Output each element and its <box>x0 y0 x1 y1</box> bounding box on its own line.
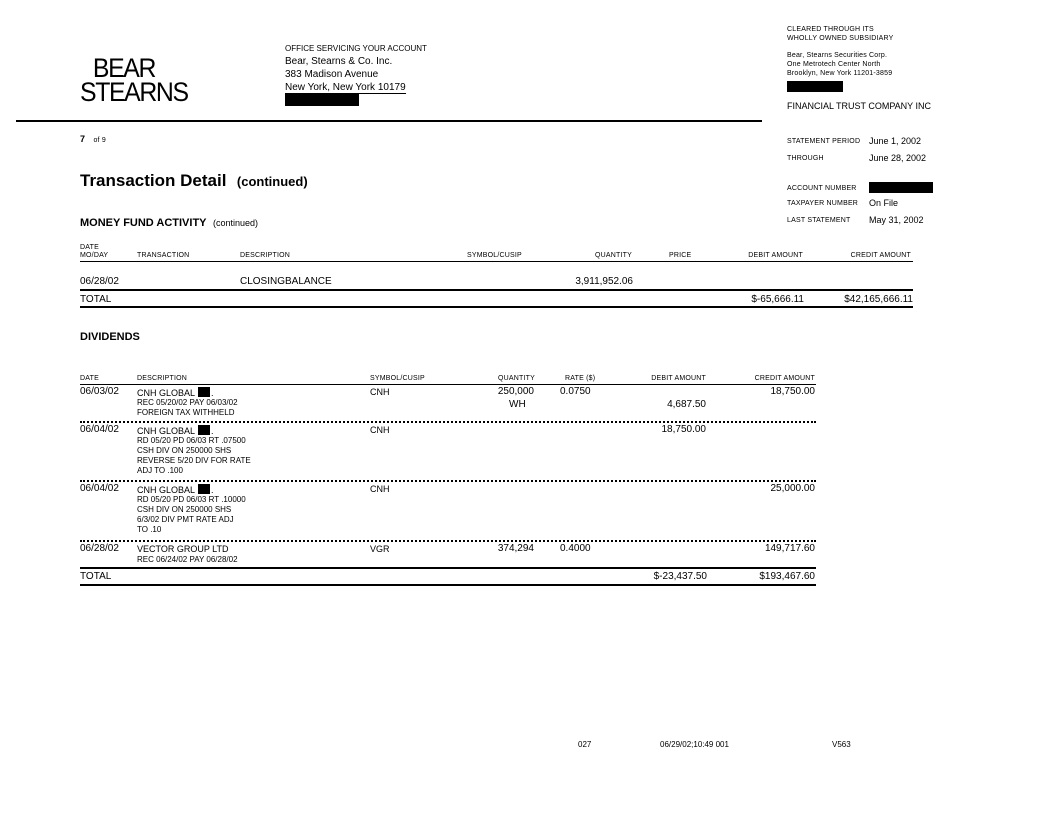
mf-total-rule <box>80 289 913 291</box>
div-row-desc-name: CNH GLOBAL <box>137 426 196 436</box>
div-row-rate: 0.4000 <box>560 543 591 554</box>
redaction-block <box>198 484 210 494</box>
footer-code1: 027 <box>578 740 592 749</box>
div-row-desc-line: CSH DIV ON 250000 SHS <box>137 446 232 455</box>
page-title <box>80 171 308 191</box>
redaction-block <box>198 425 210 435</box>
div-row-desc-suffix: . <box>211 485 214 495</box>
div-row-date: 06/04/02 <box>80 424 119 435</box>
div-row-quantity-note: WH <box>509 399 526 410</box>
div-row-credit: 18,750.00 <box>770 386 815 397</box>
redaction-block <box>869 182 933 193</box>
div-total-label: TOTAL <box>80 571 112 582</box>
period-label: STATEMENT PERIOD <box>787 138 861 145</box>
mf-header-credit: CREDIT AMOUNT <box>850 252 911 259</box>
money-fund-continued: (continued) <box>212 218 258 228</box>
office-line3: New York, New York 10179 <box>285 82 406 93</box>
div-row-desc-line: REC 06/24/02 PAY 06/28/02 <box>137 555 238 564</box>
div-row-desc <box>137 425 214 436</box>
mf-header-symbol: SYMBOL/CUSIP <box>467 252 522 259</box>
mf-header-transaction: TRANSACTION <box>137 252 190 259</box>
div-row-date: 06/04/02 <box>80 483 119 494</box>
div-row-desc-name: CNH GLOBAL <box>137 388 196 398</box>
div-row-date: 06/28/02 <box>80 543 119 554</box>
redaction-block <box>285 94 359 106</box>
mf-row-date: 06/28/02 <box>80 276 119 287</box>
div-row-date: 06/03/02 <box>80 386 119 397</box>
money-fund-heading <box>80 213 258 231</box>
dividends-heading: DIVIDENDS <box>80 331 140 343</box>
through-label: THROUGH <box>787 155 824 162</box>
footer-code3: V563 <box>832 740 851 749</box>
money-fund-title: MONEY FUND ACTIVITY <box>80 217 207 229</box>
last-statement-value: May 31, 2002 <box>869 215 924 225</box>
clearing-line5: Brooklyn, New York 11201-3859 <box>787 70 893 77</box>
row-separator <box>80 540 816 542</box>
mf-total-credit: $42,165,666.11 <box>844 294 913 305</box>
div-row-quantity: 374,294 <box>497 543 534 554</box>
div-row-symbol: CNH <box>370 387 390 397</box>
row-separator <box>80 421 816 423</box>
mf-row-description: CLOSINGBALANCE <box>240 276 332 287</box>
div-row-symbol: CNH <box>370 484 390 494</box>
clearing-line1: CLEARED THROUGH ITS <box>787 26 874 33</box>
mf-bottom-rule <box>80 306 913 308</box>
div-row-debit: 18,750.00 <box>661 424 706 435</box>
page-total: of 9 <box>93 137 106 144</box>
div-row-credit: 149,717.60 <box>764 543 815 554</box>
page-number: 7 <box>80 134 86 144</box>
div-row-symbol: CNH <box>370 425 390 435</box>
div-row-desc-suffix: . <box>211 388 214 398</box>
div-row-desc <box>137 387 214 398</box>
header-rule <box>16 120 762 122</box>
page-indicator <box>80 129 106 147</box>
div-row-desc-name: CNH GLOBAL <box>137 485 196 495</box>
through-value: June 28, 2002 <box>869 153 927 163</box>
office-line2: 383 Madison Avenue <box>285 69 379 80</box>
div-row-quantity: 250,000 <box>497 386 534 397</box>
div-row-rate: 0.0750 <box>560 386 591 397</box>
div-row-symbol: VGR <box>370 544 390 554</box>
mf-header-debit: DEBIT AMOUNT <box>748 252 803 259</box>
div-row-desc <box>137 484 214 495</box>
mf-header-rule <box>80 261 913 262</box>
row-separator <box>80 480 816 482</box>
bear-stearns-logo <box>80 53 188 107</box>
div-row-desc-line: REVERSE 5/20 DIV FOR RATE <box>137 456 251 465</box>
div-header-date: DATE <box>80 375 99 382</box>
div-row-desc-line: 6/3/02 DIV PMT RATE ADJ <box>137 515 234 524</box>
div-header-debit: DEBIT AMOUNT <box>651 375 706 382</box>
mf-header-date2: MO/DAY <box>80 252 109 259</box>
clearing-line2: WHOLLY OWNED SUBSIDIARY <box>787 35 894 42</box>
redaction-block <box>787 81 843 92</box>
logo-line2: STEARNS <box>80 77 188 107</box>
div-total-debit: $-23,437.50 <box>653 571 707 582</box>
div-header-quantity: QUANTITY <box>498 375 535 382</box>
div-row-desc-line: RD 05/20 PD 06/03 RT .07500 <box>137 436 246 445</box>
mf-row-quantity: 3,911,952.06 <box>575 276 633 287</box>
div-total-credit: $193,467.60 <box>759 571 815 582</box>
logo-line1: BEAR <box>92 53 156 83</box>
redaction-block <box>198 387 210 397</box>
taxpayer-label: TAXPAYER NUMBER <box>787 200 859 207</box>
mf-total-label: TOTAL <box>80 294 112 305</box>
office-line1: Bear, Stearns & Co. Inc. <box>285 56 393 67</box>
taxpayer-value: On File <box>869 198 899 208</box>
office-heading: OFFICE SERVICING YOUR ACCOUNT <box>285 44 427 53</box>
div-total-rule <box>80 567 816 569</box>
div-header-description: DESCRIPTION <box>137 375 188 382</box>
div-row-credit: 25,000.00 <box>770 483 815 494</box>
div-row-debit: 4,687.50 <box>667 399 706 410</box>
div-row-desc-line: CSH DIV ON 250000 SHS <box>137 505 232 514</box>
div-header-symbol: SYMBOL/CUSIP <box>370 375 425 382</box>
div-bottom-rule <box>80 584 816 586</box>
div-header-rate: RATE ($) <box>565 375 596 382</box>
title-sub: (continued) <box>236 174 308 189</box>
div-header-rule <box>80 384 816 385</box>
account-label: ACCOUNT NUMBER <box>787 185 857 192</box>
div-row-desc-line: ADJ TO .100 <box>137 466 183 475</box>
period-value: June 1, 2002 <box>869 136 922 146</box>
div-header-credit: CREDIT AMOUNT <box>754 375 815 382</box>
div-row-desc-line: TO .10 <box>137 525 162 534</box>
clearing-company: FINANCIAL TRUST COMPANY INC <box>787 101 932 111</box>
div-row-desc-suffix: . <box>211 426 214 436</box>
footer-code2: 06/29/02;10:49 001 <box>660 740 729 749</box>
last-statement-label: LAST STATEMENT <box>787 217 851 224</box>
title-main: Transaction Detail <box>80 171 227 190</box>
div-row-desc-line: REC 05/20/02 PAY 06/03/02 <box>137 398 238 407</box>
mf-header-quantity: QUANTITY <box>595 252 632 259</box>
mf-total-debit: $-65,666.11 <box>751 294 804 305</box>
mf-header-description: DESCRIPTION <box>240 252 291 259</box>
mf-header-price: PRICE <box>669 252 692 259</box>
clearing-line4: One Metrotech Center North <box>787 61 881 68</box>
div-row-desc-line: FOREIGN TAX WITHHELD <box>137 408 235 417</box>
div-row-desc-line: RD 05/20 PD 06/03 RT .10000 <box>137 495 246 504</box>
div-row-desc-name: VECTOR GROUP LTD <box>137 544 229 554</box>
mf-header-date1: DATE <box>80 244 99 251</box>
clearing-line3: Bear, Stearns Securities Corp. <box>787 52 888 59</box>
